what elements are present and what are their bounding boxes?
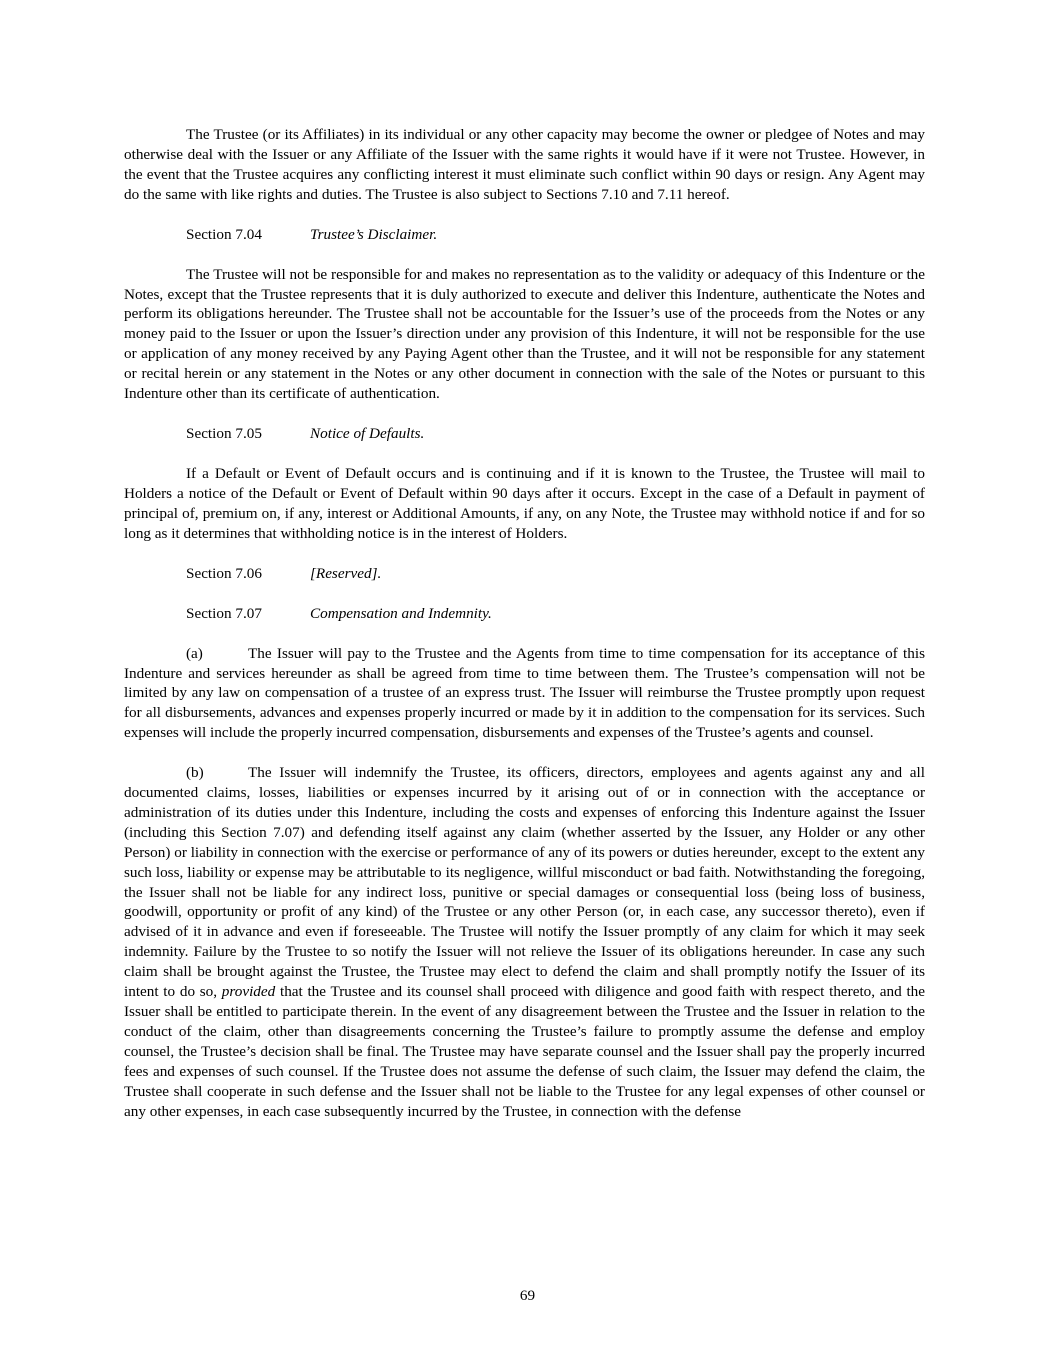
paragraph-indemnity-b	[124, 763, 925, 1121]
section-number: Section 7.05	[186, 424, 262, 442]
emphasis-provided: provided	[221, 983, 276, 1001]
paragraph-text-part1: The Issuer will indemnify the Trustee, its officers, directors, employees and agents against any and all documented claims, losses, liabilities or expenses incurred by it arising out of or in connection with the acceptance or administration of its duties under this Indenture, including the costs and expenses of enforcing this Indenture against the Issuer (including this Section 7.07) and defending itself against any claim (whether asserted by the Issuer, any Holder or any other Person) or liability in connection with the exercise or performance of any of its powers or duties hereunder, except to the extent any such loss, liability or expense may be attributable to its negligence, willful misconduct or bad faith. Notwithstanding the foregoing, the Issuer shall not be liable for any indirect loss, punitive or special damages or consequential loss (being loss of business, goodwill, opportunity or profit of any kind) of the Trustee or any other Person (or, in each case, any successor thereto), even if advised of it in advance and even if foreseeable. The Trustee will notify the Issuer promptly of any claim for which it may seek indemnity. Failure by the Trustee to so notify the Issuer will not relieve the Issuer of its obligations hereunder. In case any such claim shall be brought against the Trustee, the Trustee may elect to defend the claim and shall promptly notify the Issuer of its intent to do so,	[124, 764, 925, 1001]
list-label-b: (b)	[186, 764, 204, 782]
paragraph-trustee-disclaimer: The Trustee will not be responsible for and makes no representation as to the validity or adequacy of this Indenture or the Notes, except that the Trustee represents that it is duly authorized to execute and deliver this Indenture, authenticate the Notes and perform its obligations hereunder. The Trustee shall not be accountable for the Issuer’s use of the proceeds from the Notes or any money paid to the Issuer or upon the Issuer’s direction under any provision of this Indenture, it will not be responsible for the use or application of any money received by any Paying Agent other than the Trustee, and it will not be responsible for any statement or recital herein or any statement in the Notes or any other document in connection with the sale of the Notes or pursuant to this Indenture other than its certificate of authentication.	[124, 265, 925, 403]
paragraph-notice-of-defaults: If a Default or Event of Default occurs and is continuing and if it is known to the Trustee, the Trustee will mail to Holders a notice of the Default or Event of Default within 90 days after it occurs. Except in the case of a Default in payment of principal of, premium on, if any, interest or Additional Amounts, if any, on any Note, the Trustee may withhold notice if and for so long as it determines that withholding notice is in the interest of Holders.	[124, 464, 925, 542]
section-title: Trustee’s Disclaimer.	[310, 225, 438, 243]
section-number: Section 7.07	[186, 604, 262, 622]
section-number: Section 7.06	[186, 564, 262, 582]
section-heading-7-07	[186, 604, 925, 624]
paragraph-trustee-affiliates: The Trustee (or its Affiliates) in its individual or any other capacity may become the owner or pledgee of Notes and may otherwise deal with the Issuer or any Affiliate of the Issuer with the same rights it would have if it were not Trustee. However, in the event that the Trustee acquires any conflicting interest it must eliminate such conflict within 90 days or resign. Any Agent may do the same with like rights and duties. The Trustee is also subject to Sections 7.10 and 7.11 hereof.	[124, 126, 925, 203]
page-content	[124, 125, 925, 1141]
section-title: Compensation and Indemnity.	[310, 604, 492, 622]
paragraph-compensation-a	[124, 644, 925, 744]
section-heading-7-05	[186, 424, 925, 444]
section-number: Section 7.04	[186, 225, 262, 243]
page-number: 69	[519, 1287, 536, 1304]
section-heading-7-04	[186, 225, 925, 245]
section-title: Notice of Defaults.	[310, 424, 425, 442]
section-heading-7-06	[186, 564, 925, 584]
list-label-a: (a)	[186, 644, 203, 662]
paragraph-text: The Issuer will pay to the Trustee and the Agents from time to time compensation for its acceptance of this Indenture and services hereunder as shall be agreed from time to time between them. The Trustee’s compensation will not be limited by any law on compensation of a trustee of an express trust. The Issuer will reimburse the Trustee promptly upon request for all disbursements, advances and expenses properly incurred or made by it in addition to the compensation for its services. Such expenses will include the properly incurred compensation, disbursements and expenses of the Trustee’s agents and counsel.	[124, 644, 925, 742]
section-title: [Reserved].	[310, 564, 382, 582]
paragraph-text-part2: that the Trustee and its counsel shall proceed with diligence and good faith with respect thereto, and the Issuer shall be entitled to participate therein. In the event of any disagreement between the Trustee and the Issuer in relation to the conduct of the claim, other than disagreements concerning the Trustee’s failure to promptly assume the defense and employ counsel, the Trustee’s decision shall be final. The Trustee may have separate counsel and the Issuer shall pay the properly incurred fees and expenses of such counsel. If the Trustee does not assume the defense of such claim, the Issuer may defend the claim, the Trustee shall cooperate in such defense and the Issuer shall not be liable to the Trustee for any legal expenses of other counsel or any other expenses, in each case subsequently incurred by the Trustee, in connection with the defense	[124, 983, 926, 1120]
